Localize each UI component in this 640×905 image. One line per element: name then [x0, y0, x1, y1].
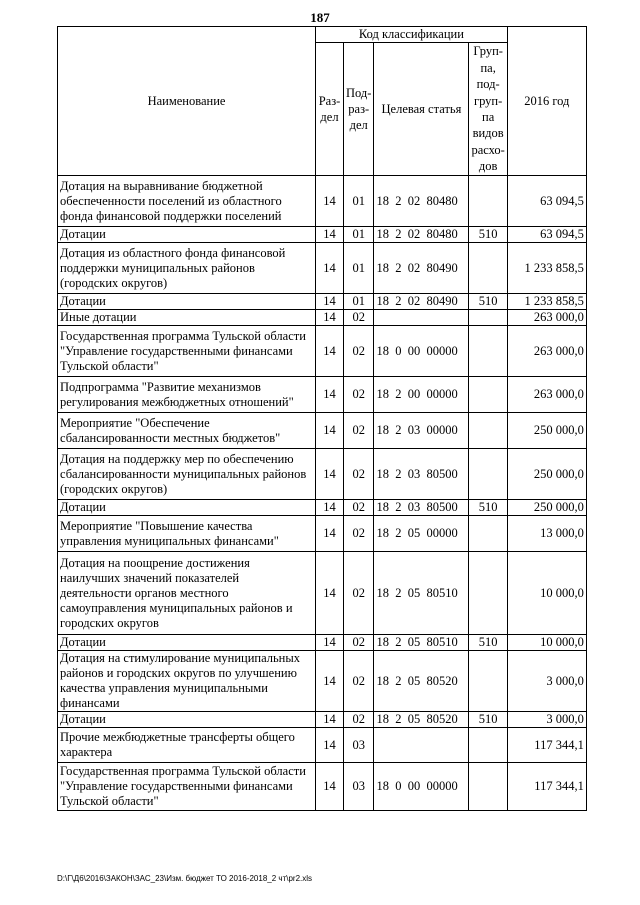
- page-number: 187: [310, 10, 330, 25]
- row-name: Дотации: [58, 294, 316, 310]
- row-target-article: 18 2 03 80500: [374, 449, 469, 500]
- table-row: [58, 310, 587, 326]
- row-target-article: 18 2 00 00000: [374, 377, 469, 413]
- row-podrazdel: 02: [344, 552, 374, 635]
- row-group: [469, 651, 507, 712]
- row-target-article: 18 2 05 80510: [374, 552, 469, 635]
- file-path-footer: D:\Г\Д6\2016\ЗАКОН\ЗАС_23\Изм. бюджет ТО 2016-2018_2 чт\pr2.xls: [57, 874, 313, 883]
- table-row: [58, 651, 587, 712]
- table-row: [58, 326, 587, 377]
- header-year: 2016 год: [507, 27, 586, 176]
- header-podrazdel: Под- раз- дел: [344, 43, 374, 176]
- row-name: Дотации: [58, 635, 316, 651]
- row-name: Подпрограмма "Развитие механизмов регулирования межбюджетных отношений": [58, 377, 316, 413]
- row-razdel: 14: [316, 413, 344, 449]
- row-group: [469, 413, 507, 449]
- row-razdel: 14: [316, 728, 344, 763]
- table-row: [58, 712, 587, 728]
- table-row: [58, 500, 587, 516]
- row-group: [469, 326, 507, 377]
- row-podrazdel: 02: [344, 516, 374, 552]
- row-razdel: 14: [316, 326, 344, 377]
- row-amount: 117 344,1: [507, 728, 586, 763]
- row-razdel: 14: [316, 763, 344, 811]
- table-body: [58, 176, 587, 811]
- header-group: Груп- па, под- груп- па видов расхо- дов: [469, 43, 507, 176]
- table-row: [58, 552, 587, 635]
- row-name: Дотация на стимулирование муниципальных районов и городских округов по улучшению качества управления муниципальными финансами: [58, 651, 316, 712]
- row-group: [469, 449, 507, 500]
- row-group: 510: [469, 635, 507, 651]
- table-row: [58, 377, 587, 413]
- row-group: [469, 552, 507, 635]
- row-name: Мероприятие "Повышение качества управления муниципальных финансами": [58, 516, 316, 552]
- row-razdel: 14: [316, 377, 344, 413]
- row-target-article: 18 2 02 80480: [374, 227, 469, 243]
- row-name: Дотации: [58, 500, 316, 516]
- header-target-article: Целевая статья: [374, 43, 469, 176]
- row-amount: 250 000,0: [507, 413, 586, 449]
- row-podrazdel: 02: [344, 377, 374, 413]
- row-target-article: 18 2 05 80510: [374, 635, 469, 651]
- row-podrazdel: 02: [344, 413, 374, 449]
- row-razdel: 14: [316, 449, 344, 500]
- row-name: Государственная программа Тульской области "Управление государственными финансами Тульской области": [58, 763, 316, 811]
- row-target-article: 18 2 03 00000: [374, 413, 469, 449]
- row-target-article: 18 2 05 80520: [374, 712, 469, 728]
- row-razdel: 14: [316, 516, 344, 552]
- table-row: [58, 227, 587, 243]
- row-amount: 263 000,0: [507, 326, 586, 377]
- row-target-article: 18 2 05 00000: [374, 516, 469, 552]
- row-razdel: 14: [316, 243, 344, 294]
- table-row: [58, 635, 587, 651]
- row-podrazdel: 03: [344, 763, 374, 811]
- row-razdel: 14: [316, 176, 344, 227]
- table-header: [58, 27, 587, 176]
- row-amount: 250 000,0: [507, 449, 586, 500]
- row-name: Государственная программа Тульской области "Управление государственными финансами Тульской области": [58, 326, 316, 377]
- row-name: Иные дотации: [58, 310, 316, 326]
- row-amount: 1 233 858,5: [507, 243, 586, 294]
- row-razdel: 14: [316, 310, 344, 326]
- row-podrazdel: 02: [344, 326, 374, 377]
- row-amount: 13 000,0: [507, 516, 586, 552]
- row-podrazdel: 01: [344, 294, 374, 310]
- row-group: [469, 176, 507, 227]
- row-name: Дотация на поощрение достижения наилучших значений показателей деятельности органов местного самоуправления муниципальных районов и городских округов: [58, 552, 316, 635]
- header-classification-code: Код классификации: [316, 27, 508, 43]
- row-group: [469, 516, 507, 552]
- row-razdel: 14: [316, 294, 344, 310]
- row-amount: 63 094,5: [507, 176, 586, 227]
- row-group: [469, 243, 507, 294]
- table-row: [58, 294, 587, 310]
- table-row: [58, 516, 587, 552]
- row-group: 510: [469, 294, 507, 310]
- row-podrazdel: 01: [344, 176, 374, 227]
- row-group: [469, 763, 507, 811]
- row-amount: 1 233 858,5: [507, 294, 586, 310]
- row-group: 510: [469, 712, 507, 728]
- table-row: [58, 449, 587, 500]
- row-amount: 263 000,0: [507, 377, 586, 413]
- row-podrazdel: 01: [344, 243, 374, 294]
- row-name: Дотации: [58, 227, 316, 243]
- table-row: [58, 176, 587, 227]
- row-razdel: 14: [316, 500, 344, 516]
- row-podrazdel: 02: [344, 310, 374, 326]
- row-target-article: 18 0 00 00000: [374, 763, 469, 811]
- row-podrazdel: 03: [344, 728, 374, 763]
- row-name: Дотация на выравнивание бюджетной обеспеченности поселений из областного фонда финансовой поддержки поселений: [58, 176, 316, 227]
- row-amount: 10 000,0: [507, 552, 586, 635]
- row-target-article: 18 0 00 00000: [374, 326, 469, 377]
- row-amount: 263 000,0: [507, 310, 586, 326]
- row-razdel: 14: [316, 552, 344, 635]
- row-target-article: 18 2 02 80490: [374, 243, 469, 294]
- row-podrazdel: 02: [344, 651, 374, 712]
- row-amount: 250 000,0: [507, 500, 586, 516]
- row-target-article: [374, 728, 469, 763]
- table-row: [58, 413, 587, 449]
- row-amount: 117 344,1: [507, 763, 586, 811]
- row-amount: 3 000,0: [507, 712, 586, 728]
- header-razdel: Раз- дел: [316, 43, 344, 176]
- budget-table: [57, 26, 587, 811]
- row-podrazdel: 02: [344, 449, 374, 500]
- row-target-article: 18 2 02 80480: [374, 176, 469, 227]
- table-row: [58, 763, 587, 811]
- row-target-article: 18 2 02 80490: [374, 294, 469, 310]
- row-target-article: 18 2 03 80500: [374, 500, 469, 516]
- row-razdel: 14: [316, 227, 344, 243]
- row-name: Дотация из областного фонда финансовой поддержки муниципальных районов (городских округов): [58, 243, 316, 294]
- row-podrazdel: 02: [344, 635, 374, 651]
- row-name: Дотации: [58, 712, 316, 728]
- row-group: [469, 728, 507, 763]
- row-razdel: 14: [316, 712, 344, 728]
- row-target-article: [374, 310, 469, 326]
- row-amount: 3 000,0: [507, 651, 586, 712]
- row-group: [469, 377, 507, 413]
- row-group: [469, 310, 507, 326]
- row-name: Мероприятие "Обеспечение сбалансированности местных бюджетов": [58, 413, 316, 449]
- row-podrazdel: 02: [344, 712, 374, 728]
- header-name: Наименование: [58, 27, 316, 176]
- row-group: 510: [469, 500, 507, 516]
- row-target-article: 18 2 05 80520: [374, 651, 469, 712]
- table-row: [58, 728, 587, 763]
- row-name: Прочие межбюджетные трансферты общего характера: [58, 728, 316, 763]
- row-amount: 10 000,0: [507, 635, 586, 651]
- row-group: 510: [469, 227, 507, 243]
- row-razdel: 14: [316, 635, 344, 651]
- row-podrazdel: 02: [344, 500, 374, 516]
- table-row: [58, 243, 587, 294]
- row-amount: 63 094,5: [507, 227, 586, 243]
- row-razdel: 14: [316, 651, 344, 712]
- row-podrazdel: 01: [344, 227, 374, 243]
- row-name: Дотация на поддержку мер по обеспечению сбалансированности муниципальных районов (городских округов): [58, 449, 316, 500]
